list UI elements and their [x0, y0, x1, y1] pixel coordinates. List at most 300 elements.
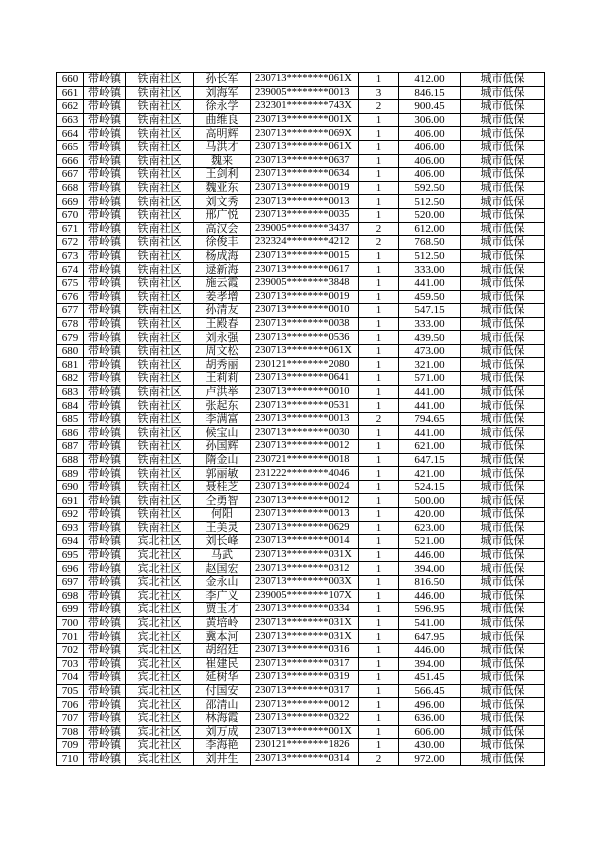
household-count-cell: 1 [359, 249, 399, 263]
id-number-cell: 230713********0013 [251, 412, 359, 426]
assistance-type-cell: 城市低保 [461, 399, 545, 413]
town-cell: 带岭镇 [84, 480, 126, 494]
household-count-cell: 1 [359, 140, 399, 154]
amount-cell: 430.00 [399, 739, 461, 753]
table-row [57, 467, 545, 481]
amount-cell: 333.00 [399, 263, 461, 277]
id-number-cell: 239005********3848 [251, 276, 359, 290]
table-row [57, 276, 545, 290]
name-cell: 刘海军 [194, 86, 251, 100]
household-count-cell: 1 [359, 208, 399, 222]
household-count-cell: 1 [359, 331, 399, 345]
name-cell: 李满富 [194, 412, 251, 426]
table-row [57, 426, 545, 440]
amount-cell: 394.00 [399, 562, 461, 576]
id-number-cell: 239005********0013 [251, 86, 359, 100]
id-number-cell: 230713********001X [251, 725, 359, 739]
row-number-cell: 700 [57, 616, 84, 630]
id-number-cell: 230121********2080 [251, 358, 359, 372]
community-cell: 宾北社区 [126, 575, 194, 589]
town-cell: 带岭镇 [84, 521, 126, 535]
table-row [57, 154, 545, 168]
town-cell: 带岭镇 [84, 548, 126, 562]
name-cell: 王剑利 [194, 168, 251, 182]
row-number-cell: 710 [57, 752, 84, 766]
row-number-cell: 671 [57, 222, 84, 236]
town-cell: 带岭镇 [84, 698, 126, 712]
household-count-cell: 1 [359, 440, 399, 454]
row-number-cell: 660 [57, 73, 84, 87]
name-cell: 仝勇智 [194, 494, 251, 508]
town-cell: 带岭镇 [84, 276, 126, 290]
town-cell: 带岭镇 [84, 154, 126, 168]
household-count-cell: 1 [359, 739, 399, 753]
assistance-type-cell: 城市低保 [461, 412, 545, 426]
amount-cell: 459.50 [399, 290, 461, 304]
id-number-cell: 230713********0317 [251, 684, 359, 698]
town-cell: 带岭镇 [84, 535, 126, 549]
amount-cell: 592.50 [399, 181, 461, 195]
amount-cell: 439.50 [399, 331, 461, 345]
town-cell: 带岭镇 [84, 168, 126, 182]
name-cell: 隋金山 [194, 453, 251, 467]
name-cell: 邢广悦 [194, 208, 251, 222]
town-cell: 带岭镇 [84, 725, 126, 739]
table-row [57, 671, 545, 685]
id-number-cell: 230713********0035 [251, 208, 359, 222]
name-cell: 王莉莉 [194, 372, 251, 386]
community-cell: 铁南社区 [126, 480, 194, 494]
household-count-cell: 1 [359, 372, 399, 386]
assistance-type-cell: 城市低保 [461, 589, 545, 603]
id-number-cell: 230713********0030 [251, 426, 359, 440]
household-count-cell: 1 [359, 684, 399, 698]
community-cell: 铁南社区 [126, 399, 194, 413]
id-number-cell: 230713********0019 [251, 290, 359, 304]
name-cell: 李海艳 [194, 739, 251, 753]
id-number-cell: 230713********0012 [251, 494, 359, 508]
name-cell: 赵国宏 [194, 562, 251, 576]
household-count-cell: 1 [359, 168, 399, 182]
community-cell: 宾北社区 [126, 671, 194, 685]
household-count-cell: 1 [359, 643, 399, 657]
name-cell: 曲维良 [194, 113, 251, 127]
name-cell: 施云霞 [194, 276, 251, 290]
id-number-cell: 230713********0038 [251, 317, 359, 331]
household-count-cell: 1 [359, 521, 399, 535]
assistance-type-cell: 城市低保 [461, 195, 545, 209]
amount-cell: 647.95 [399, 630, 461, 644]
amount-cell: 647.15 [399, 453, 461, 467]
amount-cell: 816.50 [399, 575, 461, 589]
household-count-cell: 1 [359, 113, 399, 127]
town-cell: 带岭镇 [84, 643, 126, 657]
assistance-type-cell: 城市低保 [461, 725, 545, 739]
amount-cell: 596.95 [399, 603, 461, 617]
row-number-cell: 661 [57, 86, 84, 100]
household-count-cell: 1 [359, 698, 399, 712]
household-count-cell: 1 [359, 263, 399, 277]
amount-cell: 541.00 [399, 616, 461, 630]
community-cell: 宾北社区 [126, 752, 194, 766]
community-cell: 宾北社区 [126, 535, 194, 549]
assistance-type-cell: 城市低保 [461, 290, 545, 304]
town-cell: 带岭镇 [84, 657, 126, 671]
town-cell: 带岭镇 [84, 589, 126, 603]
assistance-type-cell: 城市低保 [461, 168, 545, 182]
amount-cell: 636.00 [399, 711, 461, 725]
name-cell: 刘文秀 [194, 195, 251, 209]
household-count-cell: 1 [359, 73, 399, 87]
community-cell: 铁南社区 [126, 195, 194, 209]
assistance-type-cell: 城市低保 [461, 249, 545, 263]
assistance-type-cell: 城市低保 [461, 222, 545, 236]
assistance-type-cell: 城市低保 [461, 548, 545, 562]
household-count-cell: 1 [359, 603, 399, 617]
household-count-cell: 1 [359, 181, 399, 195]
id-number-cell: 230713********0634 [251, 168, 359, 182]
household-count-cell: 1 [359, 344, 399, 358]
household-count-cell: 1 [359, 725, 399, 739]
household-count-cell: 1 [359, 535, 399, 549]
table-row [57, 290, 545, 304]
amount-cell: 306.00 [399, 113, 461, 127]
town-cell: 带岭镇 [84, 195, 126, 209]
id-number-cell: 230713********0014 [251, 535, 359, 549]
assistance-type-cell: 城市低保 [461, 575, 545, 589]
community-cell: 铁南社区 [126, 508, 194, 522]
amount-cell: 547.15 [399, 304, 461, 318]
name-cell: 周文松 [194, 344, 251, 358]
id-number-cell: 230713********0010 [251, 304, 359, 318]
community-cell: 宾北社区 [126, 603, 194, 617]
community-cell: 铁南社区 [126, 236, 194, 250]
amount-cell: 623.00 [399, 521, 461, 535]
row-number-cell: 686 [57, 426, 84, 440]
community-cell: 宾北社区 [126, 548, 194, 562]
row-number-cell: 694 [57, 535, 84, 549]
amount-cell: 321.00 [399, 358, 461, 372]
table-row [57, 168, 545, 182]
assistance-type-cell: 城市低保 [461, 440, 545, 454]
row-number-cell: 697 [57, 575, 84, 589]
name-cell: 崔建民 [194, 657, 251, 671]
assistance-type-cell: 城市低保 [461, 331, 545, 345]
id-number-cell: 230713********0322 [251, 711, 359, 725]
row-number-cell: 709 [57, 739, 84, 753]
community-cell: 铁南社区 [126, 222, 194, 236]
amount-cell: 441.00 [399, 426, 461, 440]
records-body [57, 73, 545, 766]
assistance-type-cell: 城市低保 [461, 698, 545, 712]
town-cell: 带岭镇 [84, 630, 126, 644]
assistance-type-cell: 城市低保 [461, 181, 545, 195]
table-row [57, 127, 545, 141]
community-cell: 铁南社区 [126, 181, 194, 195]
assistance-type-cell: 城市低保 [461, 603, 545, 617]
household-count-cell: 1 [359, 494, 399, 508]
id-number-cell: 230713********0316 [251, 643, 359, 657]
row-number-cell: 663 [57, 113, 84, 127]
amount-cell: 606.00 [399, 725, 461, 739]
id-number-cell: 230713********0015 [251, 249, 359, 263]
name-cell: 孙国辉 [194, 440, 251, 454]
amount-cell: 420.00 [399, 508, 461, 522]
id-number-cell: 230713********031X [251, 548, 359, 562]
community-cell: 铁南社区 [126, 168, 194, 182]
town-cell: 带岭镇 [84, 331, 126, 345]
amount-cell: 441.00 [399, 276, 461, 290]
name-cell: 徐俊丰 [194, 236, 251, 250]
town-cell: 带岭镇 [84, 181, 126, 195]
table-row [57, 575, 545, 589]
household-count-cell: 2 [359, 412, 399, 426]
assistance-type-cell: 城市低保 [461, 480, 545, 494]
community-cell: 铁南社区 [126, 331, 194, 345]
table-row [57, 521, 545, 535]
assistance-type-cell: 城市低保 [461, 684, 545, 698]
community-cell: 铁南社区 [126, 521, 194, 535]
name-cell: 林海霞 [194, 711, 251, 725]
name-cell: 胡秀丽 [194, 358, 251, 372]
town-cell: 带岭镇 [84, 140, 126, 154]
assistance-type-cell: 城市低保 [461, 276, 545, 290]
id-number-cell: 230713********0012 [251, 440, 359, 454]
household-count-cell: 1 [359, 575, 399, 589]
household-count-cell: 1 [359, 467, 399, 481]
household-count-cell: 1 [359, 657, 399, 671]
row-number-cell: 703 [57, 657, 84, 671]
town-cell: 带岭镇 [84, 344, 126, 358]
amount-cell: 406.00 [399, 168, 461, 182]
name-cell: 胡绍廷 [194, 643, 251, 657]
household-count-cell: 1 [359, 426, 399, 440]
amount-cell: 333.00 [399, 317, 461, 331]
table-row [57, 263, 545, 277]
community-cell: 铁南社区 [126, 317, 194, 331]
name-cell: 徐永学 [194, 100, 251, 114]
community-cell: 铁南社区 [126, 113, 194, 127]
town-cell: 带岭镇 [84, 412, 126, 426]
name-cell: 魏来 [194, 154, 251, 168]
assistance-type-cell: 城市低保 [461, 562, 545, 576]
row-number-cell: 688 [57, 453, 84, 467]
town-cell: 带岭镇 [84, 739, 126, 753]
records-table [56, 72, 545, 766]
table-row [57, 372, 545, 386]
id-number-cell: 230713********069X [251, 127, 359, 141]
name-cell: 马武 [194, 548, 251, 562]
table-row [57, 344, 545, 358]
row-number-cell: 679 [57, 331, 84, 345]
community-cell: 宾北社区 [126, 562, 194, 576]
row-number-cell: 707 [57, 711, 84, 725]
assistance-type-cell: 城市低保 [461, 521, 545, 535]
name-cell: 黄培岭 [194, 616, 251, 630]
amount-cell: 524.15 [399, 480, 461, 494]
name-cell: 刘永强 [194, 331, 251, 345]
table-row [57, 181, 545, 195]
amount-cell: 441.00 [399, 385, 461, 399]
table-row [57, 73, 545, 87]
table-row [57, 140, 545, 154]
id-number-cell: 230713********003X [251, 575, 359, 589]
table-row [57, 399, 545, 413]
assistance-type-cell: 城市低保 [461, 535, 545, 549]
household-count-cell: 3 [359, 86, 399, 100]
name-cell: 何阳 [194, 508, 251, 522]
assistance-type-cell: 城市低保 [461, 154, 545, 168]
town-cell: 带岭镇 [84, 73, 126, 87]
table-row [57, 739, 545, 753]
name-cell: 姜孝增 [194, 290, 251, 304]
name-cell: 延树华 [194, 671, 251, 685]
id-number-cell: 230713********031X [251, 630, 359, 644]
row-number-cell: 666 [57, 154, 84, 168]
assistance-type-cell: 城市低保 [461, 127, 545, 141]
row-number-cell: 699 [57, 603, 84, 617]
community-cell: 宾北社区 [126, 711, 194, 725]
row-number-cell: 693 [57, 521, 84, 535]
assistance-type-cell: 城市低保 [461, 494, 545, 508]
amount-cell: 900.45 [399, 100, 461, 114]
assistance-type-cell: 城市低保 [461, 208, 545, 222]
row-number-cell: 702 [57, 643, 84, 657]
amount-cell: 406.00 [399, 140, 461, 154]
household-count-cell: 1 [359, 671, 399, 685]
row-number-cell: 676 [57, 290, 84, 304]
community-cell: 铁南社区 [126, 344, 194, 358]
household-count-cell: 1 [359, 290, 399, 304]
community-cell: 铁南社区 [126, 494, 194, 508]
id-number-cell: 230713********0013 [251, 508, 359, 522]
row-number-cell: 692 [57, 508, 84, 522]
table-row [57, 453, 545, 467]
row-number-cell: 708 [57, 725, 84, 739]
row-number-cell: 684 [57, 399, 84, 413]
table-row [57, 643, 545, 657]
household-count-cell: 1 [359, 399, 399, 413]
household-count-cell: 1 [359, 304, 399, 318]
town-cell: 带岭镇 [84, 222, 126, 236]
community-cell: 铁南社区 [126, 372, 194, 386]
assistance-type-cell: 城市低保 [461, 385, 545, 399]
assistance-type-cell: 城市低保 [461, 643, 545, 657]
town-cell: 带岭镇 [84, 671, 126, 685]
community-cell: 宾北社区 [126, 616, 194, 630]
household-count-cell: 1 [359, 548, 399, 562]
town-cell: 带岭镇 [84, 358, 126, 372]
household-count-cell: 1 [359, 508, 399, 522]
household-count-cell: 1 [359, 154, 399, 168]
assistance-type-cell: 城市低保 [461, 317, 545, 331]
amount-cell: 566.45 [399, 684, 461, 698]
name-cell: 魏亚东 [194, 181, 251, 195]
town-cell: 带岭镇 [84, 711, 126, 725]
amount-cell: 446.00 [399, 643, 461, 657]
row-number-cell: 673 [57, 249, 84, 263]
id-number-cell: 230713********061X [251, 344, 359, 358]
row-number-cell: 695 [57, 548, 84, 562]
name-cell: 高明辉 [194, 127, 251, 141]
id-number-cell: 230713********031X [251, 616, 359, 630]
row-number-cell: 668 [57, 181, 84, 195]
row-number-cell: 685 [57, 412, 84, 426]
community-cell: 铁南社区 [126, 385, 194, 399]
amount-cell: 446.00 [399, 589, 461, 603]
community-cell: 铁南社区 [126, 440, 194, 454]
row-number-cell: 704 [57, 671, 84, 685]
household-count-cell: 1 [359, 276, 399, 290]
name-cell: 付国安 [194, 684, 251, 698]
household-count-cell: 1 [359, 616, 399, 630]
assistance-type-cell: 城市低保 [461, 453, 545, 467]
table-row [57, 208, 545, 222]
table-row [57, 86, 545, 100]
household-count-cell: 2 [359, 100, 399, 114]
household-count-cell: 1 [359, 358, 399, 372]
community-cell: 铁南社区 [126, 249, 194, 263]
community-cell: 宾北社区 [126, 698, 194, 712]
table-row [57, 589, 545, 603]
amount-cell: 406.00 [399, 127, 461, 141]
id-number-cell: 230713********0531 [251, 399, 359, 413]
household-count-cell: 1 [359, 562, 399, 576]
assistance-type-cell: 城市低保 [461, 113, 545, 127]
community-cell: 铁南社区 [126, 358, 194, 372]
household-count-cell: 1 [359, 385, 399, 399]
table-row [57, 630, 545, 644]
row-number-cell: 677 [57, 304, 84, 318]
row-number-cell: 672 [57, 236, 84, 250]
table-row [57, 412, 545, 426]
assistance-type-cell: 城市低保 [461, 100, 545, 114]
community-cell: 铁南社区 [126, 140, 194, 154]
id-number-cell: 230713********0536 [251, 331, 359, 345]
assistance-type-cell: 城市低保 [461, 236, 545, 250]
assistance-type-cell: 城市低保 [461, 86, 545, 100]
household-count-cell: 1 [359, 317, 399, 331]
name-cell: 郭丽敏 [194, 467, 251, 481]
id-number-cell: 230713********0637 [251, 154, 359, 168]
id-number-cell: 230713********0013 [251, 195, 359, 209]
amount-cell: 406.00 [399, 154, 461, 168]
table-row [57, 657, 545, 671]
assistance-type-cell: 城市低保 [461, 426, 545, 440]
amount-cell: 571.00 [399, 372, 461, 386]
row-number-cell: 696 [57, 562, 84, 576]
table-row [57, 684, 545, 698]
community-cell: 宾北社区 [126, 630, 194, 644]
id-number-cell: 230713********0641 [251, 372, 359, 386]
community-cell: 铁南社区 [126, 100, 194, 114]
table-row [57, 195, 545, 209]
name-cell: 马洪才 [194, 140, 251, 154]
town-cell: 带岭镇 [84, 453, 126, 467]
community-cell: 铁南社区 [126, 426, 194, 440]
assistance-type-cell: 城市低保 [461, 739, 545, 753]
id-number-cell: 230713********0319 [251, 671, 359, 685]
table-row [57, 752, 545, 766]
row-number-cell: 691 [57, 494, 84, 508]
table-row [57, 236, 545, 250]
town-cell: 带岭镇 [84, 603, 126, 617]
amount-cell: 496.00 [399, 698, 461, 712]
assistance-type-cell: 城市低保 [461, 616, 545, 630]
name-cell: 孙长军 [194, 73, 251, 87]
name-cell: 逯新海 [194, 263, 251, 277]
community-cell: 宾北社区 [126, 589, 194, 603]
